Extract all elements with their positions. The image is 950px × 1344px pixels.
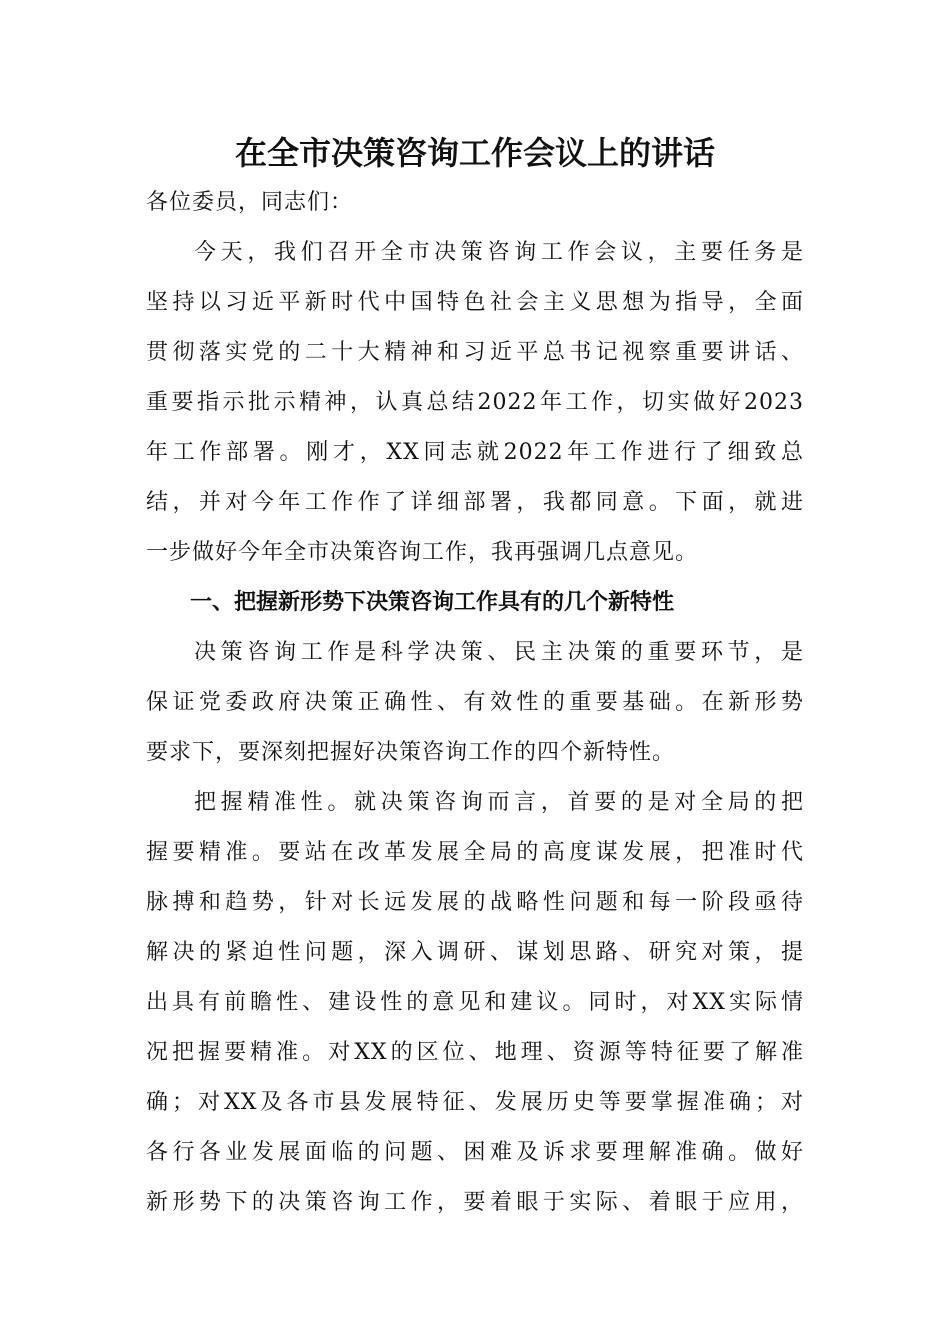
section1-paragraph [146, 628, 804, 778]
paragraph-line: 各行各业发展面临的问题、困难及诉求要理解准确。做好 [146, 1140, 804, 1165]
paragraph-line: 结，并对今年工作作了详细部署，我都同意。下面，就进 [146, 490, 804, 515]
document-title: 在全市决策咨询工作会议上的讲话 [234, 134, 715, 172]
precision-paragraph [146, 778, 804, 1228]
paragraph-line: 坚持以习近平新时代中国特色社会主义思想为指导，全面 [146, 290, 804, 315]
paragraph-line: 把握精准性。就决策咨询而言，首要的是对全局的把 [194, 790, 804, 815]
paragraph-line: 握要精准。要站在改革发展全局的高度谋发展，把准时代 [146, 840, 804, 865]
paragraph-line: 决策咨询工作是科学决策、民主决策的重要环节，是 [194, 640, 804, 665]
paragraph-line: 贯彻落实党的二十大精神和习近平总书记视察重要讲话、 [146, 340, 804, 365]
intro-paragraph [146, 228, 804, 578]
paragraph-line: 今天，我们召开全市决策咨询工作会议，主要任务是 [194, 240, 804, 265]
paragraph-line: 年工作部署。刚才，XX同志就2022年工作进行了细致总 [146, 440, 804, 465]
paragraph-line: 新形势下的决策咨询工作，要着眼于实际、着眼于应用， [146, 1190, 804, 1215]
paragraph-line: 要求下，要深刻把握好决策咨询工作的四个新特性。 [146, 740, 676, 765]
salutation: 各位委员，同志们： [146, 190, 354, 215]
paragraph-line: 解决的紧迫性问题，深入调研、谋划思路、研究对策，提 [146, 940, 804, 965]
paragraph-line: 出具有前瞻性、建设性的意见和建议。同时，对XX实际情 [146, 990, 804, 1015]
paragraph-line: 一步做好今年全市决策咨询工作，我再强调几点意见。 [146, 540, 699, 565]
section-heading: 一、把握新形势下决策咨询工作具有的几个新特性 [190, 590, 675, 615]
paragraph-line: 重要指示批示精神，认真总结2022年工作，切实做好2023 [146, 390, 804, 415]
paragraph-line: 况把握要精准。对XX的区位、地理、资源等特征要了解准 [146, 1040, 804, 1065]
paragraph-line: 确；对XX及各市县发展特征、发展历史等要掌握准确；对 [146, 1090, 804, 1115]
document-page [146, 128, 804, 1228]
paragraph-line: 保证党委政府决策正确性、有效性的重要基础。在新形势 [146, 690, 804, 715]
paragraph-line: 脉搏和趋势，针对长远发展的战略性问题和每一阶段亟待 [146, 890, 804, 915]
